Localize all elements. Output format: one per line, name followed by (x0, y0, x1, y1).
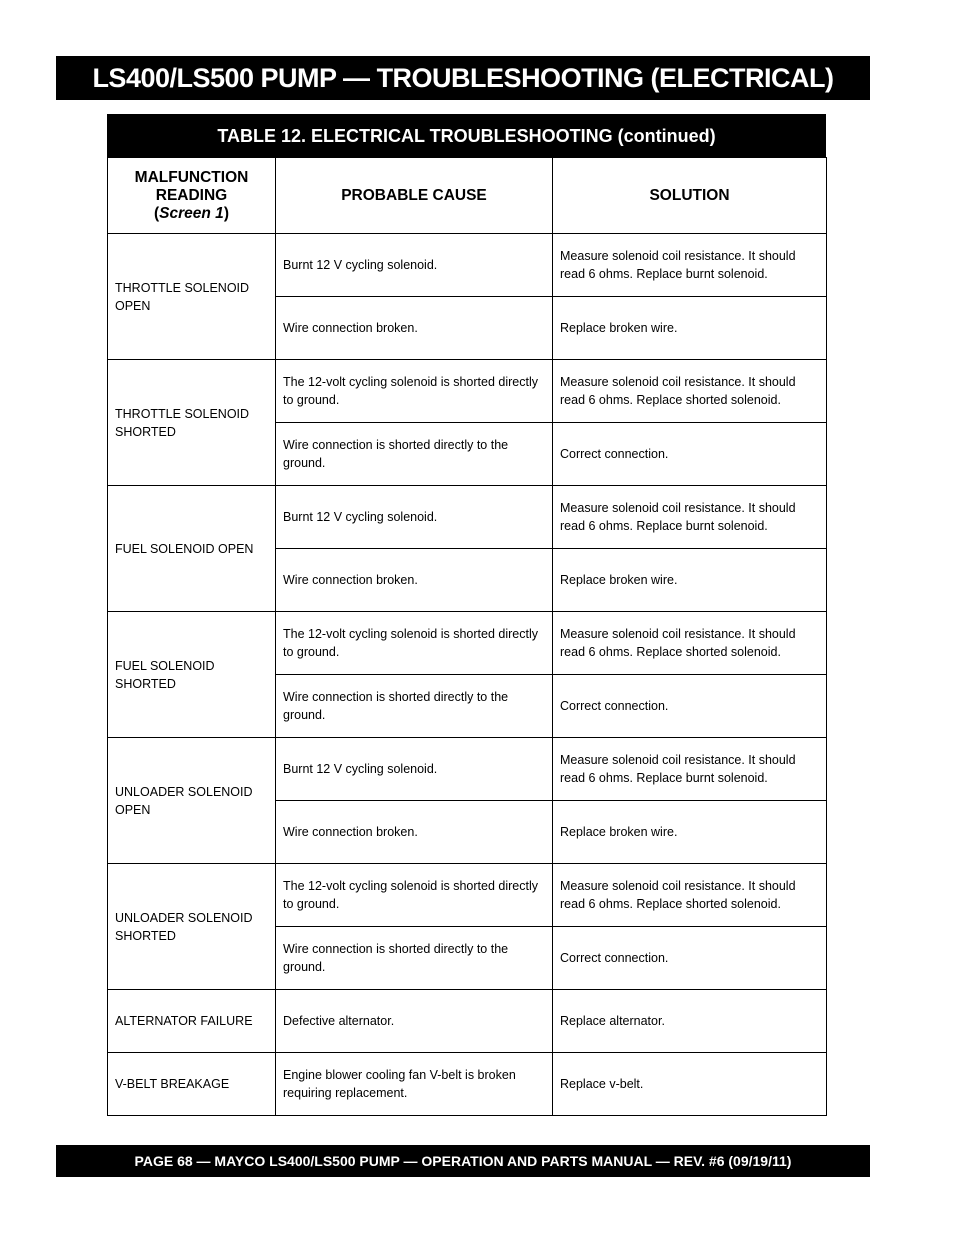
cause-cell: Burnt 12 V cycling solenoid. (276, 738, 553, 801)
solution-cell: Replace v-belt. (553, 1053, 827, 1116)
page-title: LS400/LS500 PUMP — TROUBLESHOOTING (ELECTRICAL) (56, 56, 870, 100)
malfunction-cell: UNLOADER SOLENOID SHORTED (108, 864, 276, 990)
table-row (108, 612, 827, 675)
cause-cell: Wire connection is shorted directly to the ground. (276, 423, 553, 486)
solution-cell: Measure solenoid coil resistance. It should read 6 ohms. Replace burnt solenoid. (553, 234, 827, 297)
malfunction-header-screen: Screen 1 (159, 204, 224, 222)
cause-cell: Burnt 12 V cycling solenoid. (276, 486, 553, 549)
solution-cell: Replace alternator. (553, 990, 827, 1053)
solution-cell: Replace broken wire. (553, 297, 827, 360)
solution-cell: Correct connection. (553, 927, 827, 990)
solution-cell: Replace broken wire. (553, 801, 827, 864)
table-body (108, 234, 827, 1116)
malfunction-cell: FUEL SOLENOID SHORTED (108, 612, 276, 738)
solution-cell: Measure solenoid coil resistance. It should read 6 ohms. Replace shorted solenoid. (553, 864, 827, 927)
solution-cell: Measure solenoid coil resistance. It should read 6 ohms. Replace burnt solenoid. (553, 486, 827, 549)
solution-cell: Correct connection. (553, 423, 827, 486)
table-row (108, 990, 827, 1053)
table-row (108, 360, 827, 423)
cause-cell: The 12-volt cycling solenoid is shorted directly to ground. (276, 360, 553, 423)
cause-cell: Wire connection is shorted directly to the ground. (276, 675, 553, 738)
cause-cell: Wire connection broken. (276, 297, 553, 360)
solution-cell: Measure solenoid coil resistance. It should read 6 ohms. Replace shorted solenoid. (553, 612, 827, 675)
cause-cell: Wire connection broken. (276, 549, 553, 612)
solution-cell: Measure solenoid coil resistance. It should read 6 ohms. Replace burnt solenoid. (553, 738, 827, 801)
malfunction-header-paren-open: ( (154, 204, 160, 222)
table-row (108, 738, 827, 801)
malfunction-header-line3 (108, 205, 275, 223)
table-title: TABLE 12. ELECTRICAL TROUBLESHOOTING (continued) (107, 114, 826, 157)
malfunction-cell: UNLOADER SOLENOID OPEN (108, 738, 276, 864)
page-footer: PAGE 68 — MAYCO LS400/LS500 PUMP — OPERATION AND PARTS MANUAL — REV. #6 (09/19/11) (56, 1145, 870, 1177)
table-row (108, 234, 827, 297)
malfunction-header-line1: MALFUNCTION (134, 168, 249, 186)
malfunction-cell: THROTTLE SOLENOID OPEN (108, 234, 276, 360)
solution-cell: Replace broken wire. (553, 549, 827, 612)
solution-cell: Correct connection. (553, 675, 827, 738)
table-row (108, 486, 827, 549)
cause-cell: Wire connection is shorted directly to the ground. (276, 927, 553, 990)
solution-cell: Measure solenoid coil resistance. It should read 6 ohms. Replace shorted solenoid. (553, 360, 827, 423)
malfunction-cell: V-BELT BREAKAGE (108, 1053, 276, 1116)
troubleshooting-table (107, 157, 827, 1116)
table-row (108, 864, 827, 927)
cause-cell: Defective alternator. (276, 990, 553, 1053)
malfunction-header-line2: READING (155, 186, 228, 204)
troubleshooting-table-container (107, 114, 826, 1116)
cause-cell: Wire connection broken. (276, 801, 553, 864)
table-row (108, 1053, 827, 1116)
malfunction-cell: ALTERNATOR FAILURE (108, 990, 276, 1053)
malfunction-cell: THROTTLE SOLENOID SHORTED (108, 360, 276, 486)
cause-cell: Engine blower cooling fan V-belt is broken requiring replacement. (276, 1053, 553, 1116)
cause-cell: Burnt 12 V cycling solenoid. (276, 234, 553, 297)
cause-cell: The 12-volt cycling solenoid is shorted directly to ground. (276, 864, 553, 927)
column-header-solution: SOLUTION (553, 158, 827, 234)
cause-cell: The 12-volt cycling solenoid is shorted directly to ground. (276, 612, 553, 675)
column-header-cause: PROBABLE CAUSE (276, 158, 553, 234)
malfunction-cell: FUEL SOLENOID OPEN (108, 486, 276, 612)
table-header-row (108, 158, 827, 234)
column-header-malfunction (108, 158, 276, 234)
malfunction-header-paren-close: ) (223, 204, 229, 222)
